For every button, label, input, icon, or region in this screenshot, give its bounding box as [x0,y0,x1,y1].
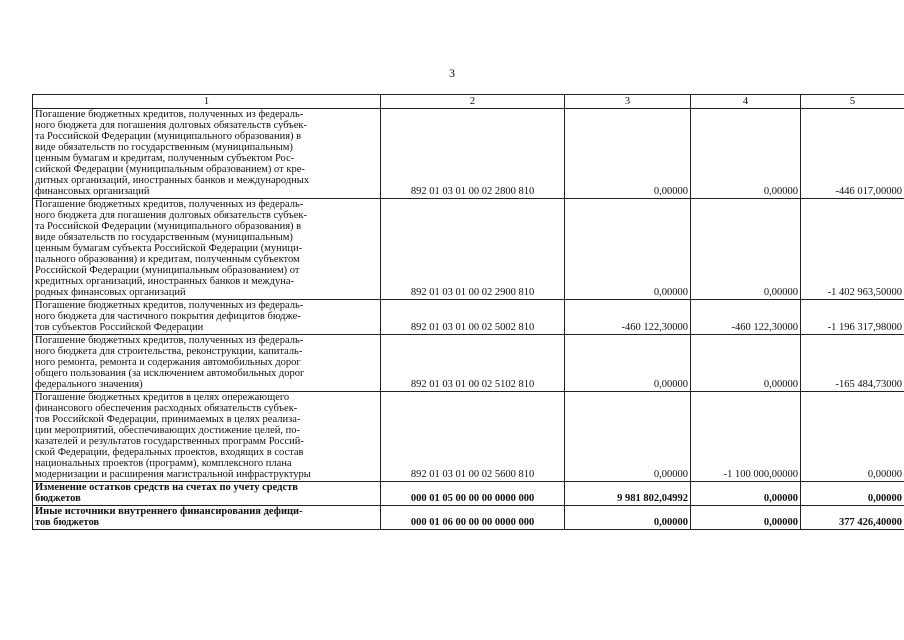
row-value-col4: 0,00000 [691,109,801,199]
row-value-col4: 0,00000 [691,199,801,300]
row-value-col3: 0,00000 [565,335,691,392]
row-code-cell: 000 01 05 00 00 00 0000 000 [381,482,565,506]
row-value-col3: 0,00000 [565,392,691,482]
column-number-row [33,95,904,109]
table-row [33,199,904,300]
row-value-col3: 0,00000 [565,199,691,300]
row-name-cell: Погашение бюджетных кредитов, полученных из федераль- ного бюджета для погашения долговых обязательств субъек- та Российской Федерации (муниципального образования) в виде обязательств по государственным (муниципальным) ценным бумагам субъекта Российской Федерации (муници- пального образования) и кредитам, полученным субъектом Российской Федерации (муниципальным образованием) от кредитных организаций, иностранных банков и междуна- родных финансовых организаций [33,199,381,300]
column-header: 4 [691,95,801,109]
table-row [33,506,904,530]
table-row [33,109,904,199]
row-value-col4: -460 122,30000 [691,300,801,335]
table-row [33,482,904,506]
row-name-cell: Погашение бюджетных кредитов, полученных из федераль- ного бюджета для погашения долговых обязательств субъек- та Российской Федерации (муниципального образования) в виде обязательств по государственным (муниципальным) ценным бумагам и кредитам, полученным субъектом Рос- сийской Федерации (муниципальным образованием) от кре- дитных организаций, иностранных банков и международных финансовых организаций [33,109,381,199]
column-header: 1 [33,95,381,109]
row-value-col3: -460 122,30000 [565,300,691,335]
row-value-col5: -446 017,00000 [801,109,904,199]
page-number: 3 [449,66,455,80]
row-value-col5: -1 196 317,98000 [801,300,904,335]
column-header: 5 [801,95,904,109]
row-value-col4: 0,00000 [691,482,801,506]
row-name-cell: Погашение бюджетных кредитов, полученных из федераль- ного бюджета для частичного покрытия дефицитов бюдже- тов субъектов Российской Федерации [33,300,381,335]
row-name-cell: Погашение бюджетных кредитов в целях опережающего финансового обеспечения расходных обязательств субъек- тов Российской Федерации, принимаемых в целях реализа- ции мероприятий, обеспечивающих достижение целей, по- казателей и результатов государственных программ Россий- ской Федерации, федеральных проектов, входящих в состав национальных проектов (программ), комплексного плана модернизации и расширения магистральной инфраструктуры [33,392,381,482]
row-code-cell: 892 01 03 01 00 02 5002 810 [381,300,565,335]
row-code-cell: 000 01 06 00 00 00 0000 000 [381,506,565,530]
column-header: 2 [381,95,565,109]
row-name-cell: Изменение остатков средств на счетах по учету средств бюджетов [33,482,381,506]
row-value-col3: 9 981 802,04992 [565,482,691,506]
row-code-cell: 892 01 03 01 00 02 5102 810 [381,335,565,392]
row-code-cell: 892 01 03 01 00 02 5600 810 [381,392,565,482]
row-value-col5: 377 426,40000 [801,506,904,530]
row-name-cell: Иные источники внутреннего финансирования дефици- тов бюджетов [33,506,381,530]
table-row [33,300,904,335]
row-value-col3: 0,00000 [565,506,691,530]
row-name-cell: Погашение бюджетных кредитов, полученных из федераль- ного бюджета для строительства, реконструкции, капиталь- ного ремонта, ремонта и содержания автомобильных дорог общего пользования (за исключением автомобильных дорог федерального значения) [33,335,381,392]
table-row [33,335,904,392]
row-value-col4: -1 100 000,00000 [691,392,801,482]
table-row [33,392,904,482]
row-value-col4: 0,00000 [691,335,801,392]
row-value-col5: 0,00000 [801,392,904,482]
column-header: 3 [565,95,691,109]
row-code-cell: 892 01 03 01 00 02 2900 810 [381,199,565,300]
budget-sources-table [32,94,904,530]
row-value-col4: 0,00000 [691,506,801,530]
row-code-cell: 892 01 03 01 00 02 2800 810 [381,109,565,199]
row-value-col5: 0,00000 [801,482,904,506]
row-value-col5: -1 402 963,50000 [801,199,904,300]
row-value-col5: -165 484,73000 [801,335,904,392]
row-value-col3: 0,00000 [565,109,691,199]
